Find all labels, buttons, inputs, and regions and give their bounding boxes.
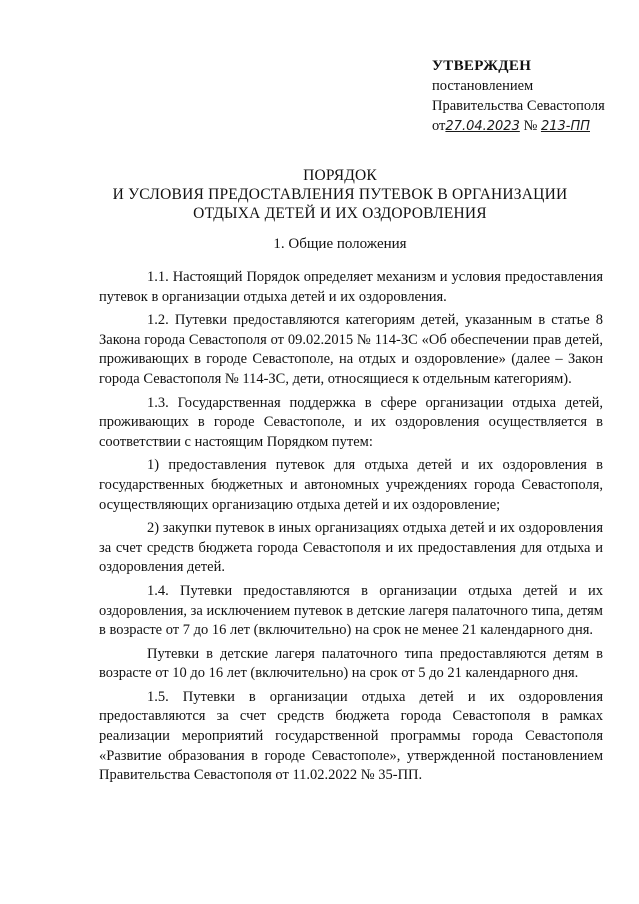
approval-stamp bbox=[432, 56, 632, 137]
approval-line-2: Правительства Севастополя bbox=[432, 98, 605, 114]
section-heading: 1. Общие положения bbox=[273, 236, 407, 252]
document-title bbox=[40, 166, 639, 223]
title-line-2: И УСЛОВИЯ ПРЕДОСТАВЛЕНИЯ ПУТЕВОК В ОРГАНИЗАЦИИ bbox=[112, 186, 568, 203]
approval-line-1: постановлением bbox=[432, 78, 534, 94]
paragraph-1-2: 1.2. Путевки предоставляются категориям детей, указанным в статье 8 Закона города Севастополя от 09.02.2015 № 114-ЗС «Об обеспечении прав детей, проживающих в городе Севастополе, на отдых и оздоровление» (далее – Закон города Севастополя № 114-ЗС, дети, относящиеся к отдельным категориям). bbox=[99, 312, 603, 387]
approval-number-sign: № bbox=[523, 118, 538, 134]
paragraph-tent-camps: Путевки в детские лагеря палаточного типа предоставляются детям в возрасте от 10 до 16 лет (включительно) на срок от 5 до 21 календарного дня. bbox=[99, 645, 603, 682]
paragraph-1-1: 1.1. Настоящий Порядок определяет механизм и условия предоставления путевок в организации отдыха детей и их оздоровления. bbox=[99, 269, 603, 305]
paragraph-1-5: 1.5. Путевки в организации отдыха детей и их оздоровления предоставляются за счет средств бюджета города Севастополя в рамках реализации мероприятий государственной программы города Севастополя «Развитие образования в городе Севастополе», утвержденной постановлением Правительства Севастополя от 11.02.2022 № 35-ПП. bbox=[99, 688, 603, 784]
paragraph-list-item-2: 2) закупки путевок в иных организациях отдыха детей и их оздоровления за счет средств бюджета города Севастополя и их предоставления для отдыха и оздоровления детей. bbox=[99, 520, 603, 576]
paragraph-1-3: 1.3. Государственная поддержка в сфере организации отдыха детей, проживающих в городе Севастополе, и их оздоровления осуществляется в соответствии с настоящим Порядком путем: bbox=[99, 394, 603, 450]
paragraph-1-4: 1.4. Путевки предоставляются в организации отдыха детей и их оздоровления, за исключением путевок в детские лагеря палаточного типа, детям в возрасте от 7 до 16 лет (включительно) на срок не менее 21 календарного дня. bbox=[99, 582, 603, 639]
approval-date: 27.04.2023 bbox=[445, 119, 520, 134]
title-line-1: ПОРЯДОК bbox=[303, 167, 377, 184]
title-line-3: ОТДЫХА ДЕТЕЙ И ИХ ОЗДОРОВЛЕНИЯ bbox=[193, 205, 487, 222]
document-body bbox=[99, 268, 603, 790]
approval-date-prefix: от bbox=[432, 118, 446, 134]
approval-number: 213-ПП bbox=[540, 119, 590, 134]
approval-title: УТВЕРЖДЕН bbox=[432, 58, 532, 74]
paragraph-list-item-1: 1) предоставления путевок для отдыха детей и их оздоровления в государственных бюджетных и автономных учреждениях города Севастополя, осуществляющих организацию отдыха детей и их оздоровление; bbox=[99, 457, 603, 513]
approval-date-line bbox=[432, 116, 632, 137]
